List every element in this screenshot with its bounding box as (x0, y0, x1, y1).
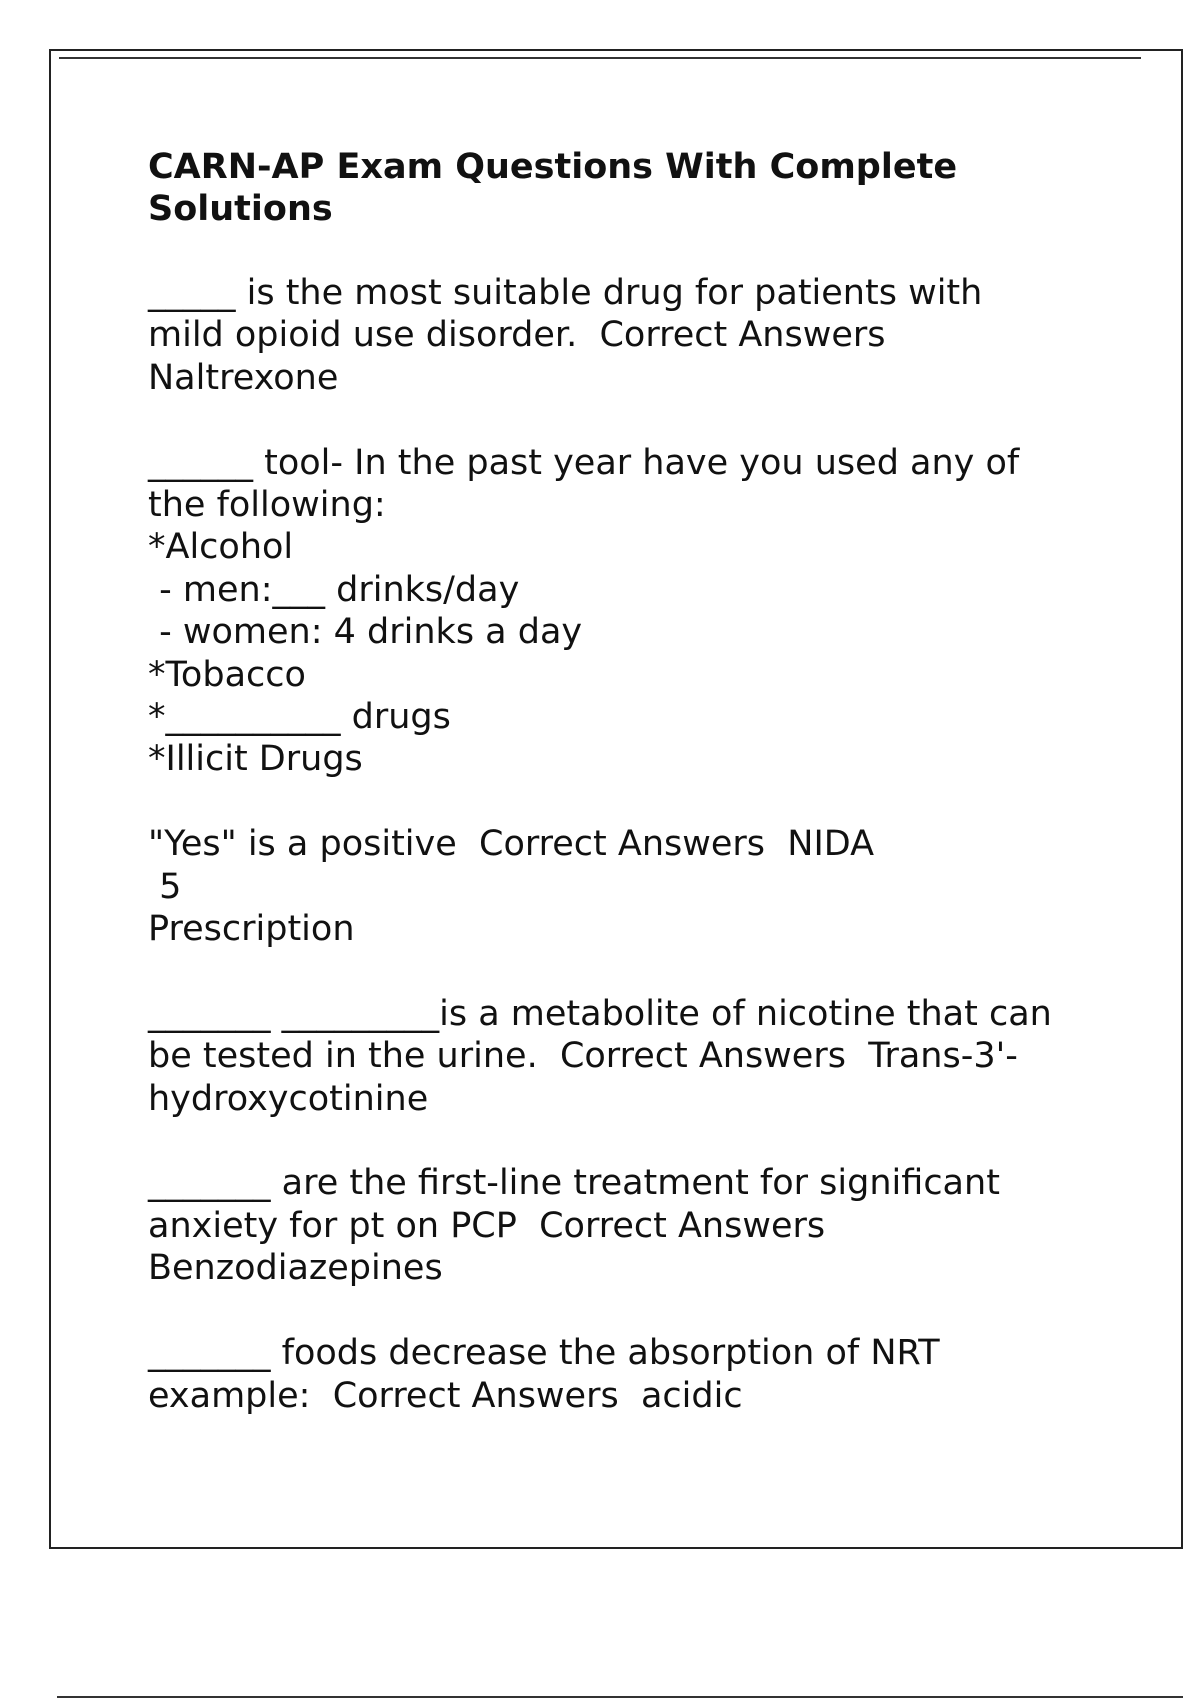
qa-line: 5 (148, 866, 182, 907)
qa-line: *__________ drugs (148, 697, 451, 738)
qa-line: _______ _________is a metabolite of nicotine that can (148, 993, 1052, 1034)
qa-line: - women: 4 drinks a day (148, 612, 583, 653)
qa-line: example: Correct Answers acidic (148, 1375, 743, 1416)
qa-entry (148, 1332, 1138, 1417)
qa-line (148, 781, 1138, 823)
qa-line: be tested in the urine. Correct Answers Trans-3'- (148, 1036, 1018, 1077)
qa-line: mild opioid use disorder. Correct Answers (148, 315, 886, 356)
qa-line: the following: (148, 485, 386, 526)
document-title: CARN-AP Exam Questions With Complete Solutions (148, 147, 958, 229)
qa-line: *Illicit Drugs (148, 739, 363, 780)
top-rule (59, 57, 1141, 59)
page-frame (49, 49, 1183, 1549)
qa-line: "Yes" is a positive Correct Answers NIDA (148, 824, 875, 865)
qa-line: _______ are the first-line treatment for significant (148, 1163, 1000, 1204)
document-content (148, 146, 1138, 1459)
qa-line: ______ tool- In the past year have you used any of (148, 442, 1020, 483)
qa-line: hydroxycotinine (148, 1078, 429, 1119)
qa-line: _____ is the most suitable drug for patients with (148, 273, 983, 313)
qa-line: Benzodiazepines (148, 1248, 443, 1289)
qa-line: - men:___ drinks/day (148, 569, 520, 610)
qa-line: Prescription (148, 909, 355, 950)
qa-line: *Alcohol (148, 527, 294, 568)
qa-line: *Tobacco (148, 654, 306, 695)
qa-line: _______ foods decrease the absorption of NRT (148, 1333, 940, 1374)
qa-entry (148, 272, 1138, 399)
qa-line: anxiety for pt on PCP Correct Answers (148, 1205, 826, 1246)
qa-entry (148, 993, 1138, 1120)
qa-entry (148, 1162, 1138, 1289)
qa-entry (148, 442, 1138, 951)
bottom-rule (57, 1696, 1183, 1698)
qa-line: Naltrexone (148, 357, 339, 398)
